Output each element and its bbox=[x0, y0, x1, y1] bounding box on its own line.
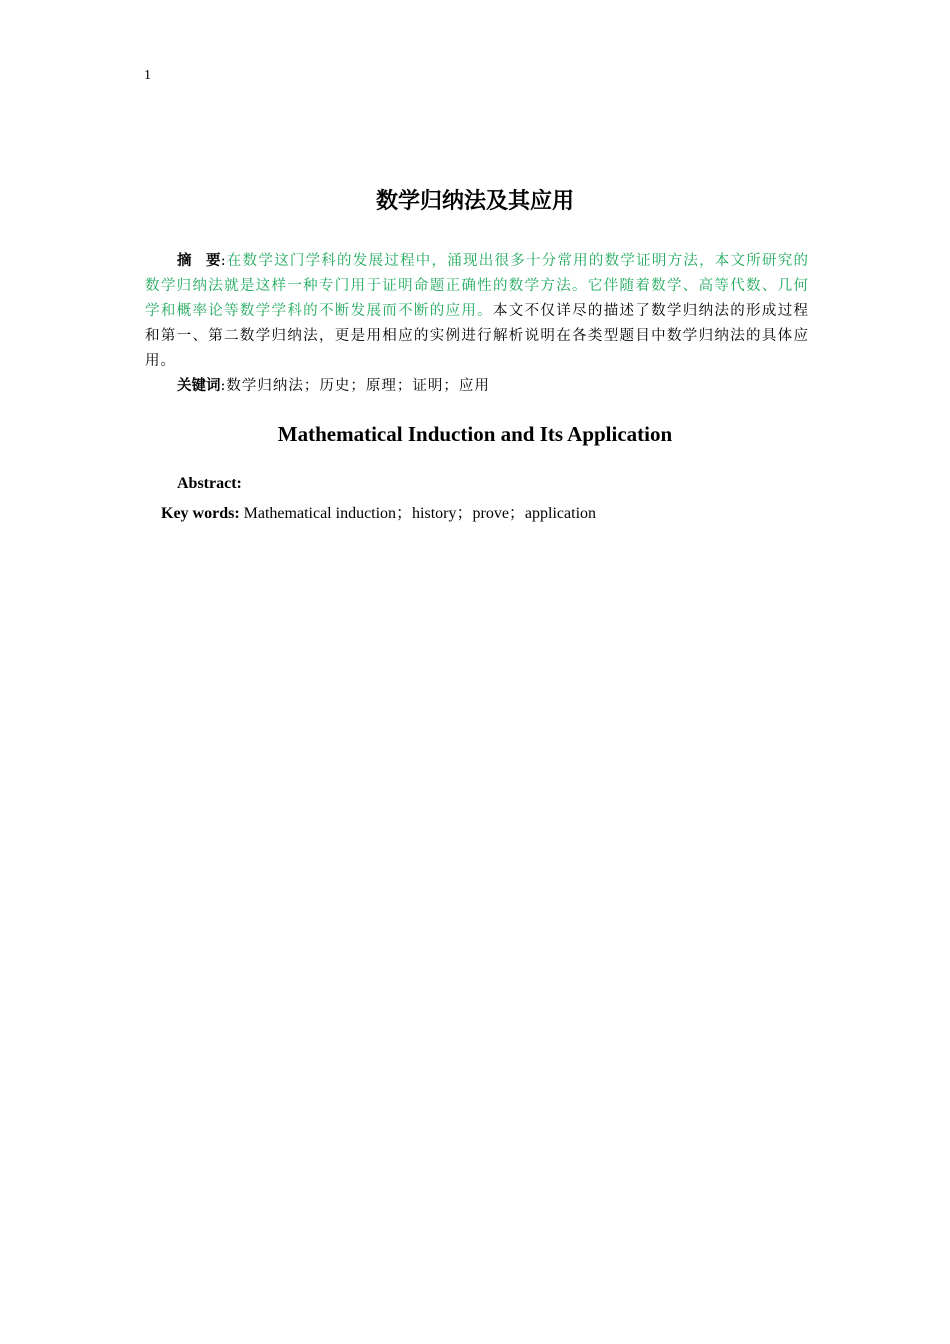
keywords-colon: : bbox=[220, 378, 227, 394]
chinese-title: 数学归纳法及其应用 bbox=[375, 189, 574, 214]
english-keywords bbox=[161, 500, 596, 523]
english-keywords-text: Mathematical induction；history；prove；application bbox=[239, 505, 597, 522]
abstract-label: 摘 要 bbox=[177, 253, 221, 269]
english-abstract-label: Abstract: bbox=[177, 475, 242, 492]
abstract-colon: : bbox=[220, 253, 227, 269]
chinese-keywords bbox=[177, 374, 490, 399]
keywords-text: 数学归纳法；历史；原理；证明；应用 bbox=[226, 378, 490, 394]
english-title: Mathematical Induction and Its Application bbox=[277, 422, 673, 446]
english-keywords-label: Key words: bbox=[161, 505, 240, 522]
keywords-label: 关键词 bbox=[177, 378, 221, 394]
abstract-body-text: 本文不仅详尽的描述了数学归纳法的形成过程和第一、第二数学归纳法，更是用相应的实例进行解析说明在各类型题目中数学归纳法的具体应用。 bbox=[145, 303, 810, 369]
chinese-abstract bbox=[145, 249, 809, 374]
page-number: 1 bbox=[144, 68, 151, 83]
abstract-highlighted-text: 在数学这门学科的发展过程中，涌现出很多十分常用的数学证明方法，本文所研究的数学归纳法就是这样一种专门用于证明命题正确性的数学方法。它伴随着数学、高等代数、几何学和概率论等数学学科的不断发展而不断的应用。 bbox=[145, 253, 810, 319]
